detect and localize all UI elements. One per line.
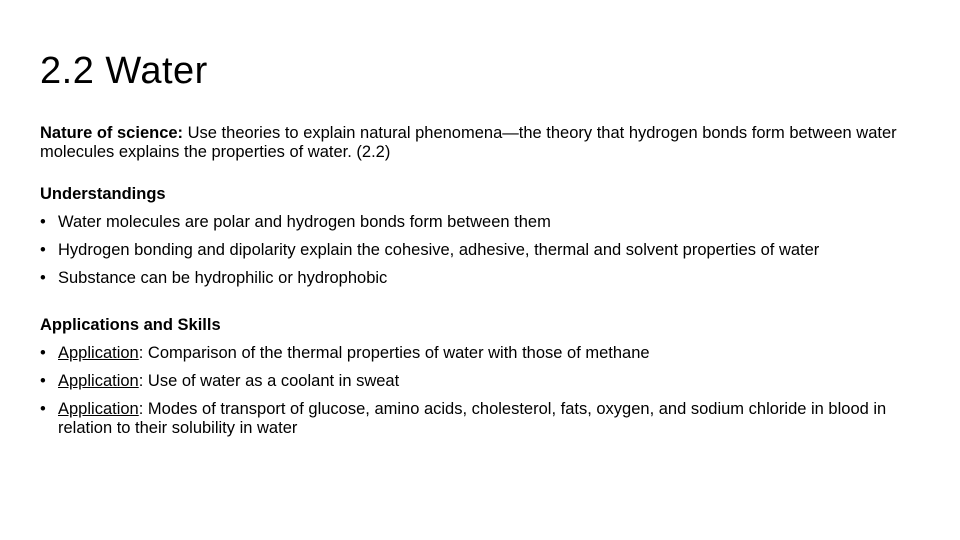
understandings-list xyxy=(40,213,920,288)
application-text: : Comparison of the thermal properties of water with those of methane xyxy=(138,344,650,362)
bullet-icon: • xyxy=(40,269,46,287)
applications-heading: Applications and Skills xyxy=(40,316,221,334)
application-text: : Modes of transport of glucose, amino acids, cholesterol, fats, oxygen, and sodium chloride in blood in relation to their solubility in water xyxy=(58,400,887,437)
applications-section xyxy=(40,316,920,438)
list-item xyxy=(40,372,920,391)
bullet-icon: • xyxy=(40,241,46,259)
applications-list xyxy=(40,344,920,438)
slide-body xyxy=(40,124,920,438)
nature-of-science-label: Nature of science: xyxy=(40,124,184,142)
list-item xyxy=(40,269,920,288)
nature-of-science-text: Use theories to explain natural phenomena—the theory that hydrogen bonds form between water molecules explains the properties of water. (2.2) xyxy=(40,124,897,161)
application-label: Application xyxy=(58,344,139,362)
understanding-text: Hydrogen bonding and dipolarity explain the cohesive, adhesive, thermal and solvent properties of water xyxy=(58,241,820,259)
list-item xyxy=(40,241,920,260)
list-item xyxy=(40,344,920,363)
understanding-text: Water molecules are polar and hydrogen bonds form between them xyxy=(58,213,551,231)
bullet-icon: • xyxy=(40,400,46,418)
bullet-icon: • xyxy=(40,372,46,390)
application-label: Application xyxy=(58,372,139,390)
bullet-icon: • xyxy=(40,213,46,231)
application-label: Application xyxy=(58,400,139,418)
understanding-text: Substance can be hydrophilic or hydrophobic xyxy=(58,269,388,287)
application-text: : Use of water as a coolant in sweat xyxy=(138,372,400,390)
slide-title: 2.2 Water xyxy=(40,50,208,92)
understandings-section xyxy=(40,185,920,288)
bullet-icon: • xyxy=(40,344,46,362)
list-item xyxy=(40,400,920,438)
nature-of-science xyxy=(40,124,920,162)
list-item xyxy=(40,213,920,232)
understandings-heading: Understandings xyxy=(40,185,166,203)
